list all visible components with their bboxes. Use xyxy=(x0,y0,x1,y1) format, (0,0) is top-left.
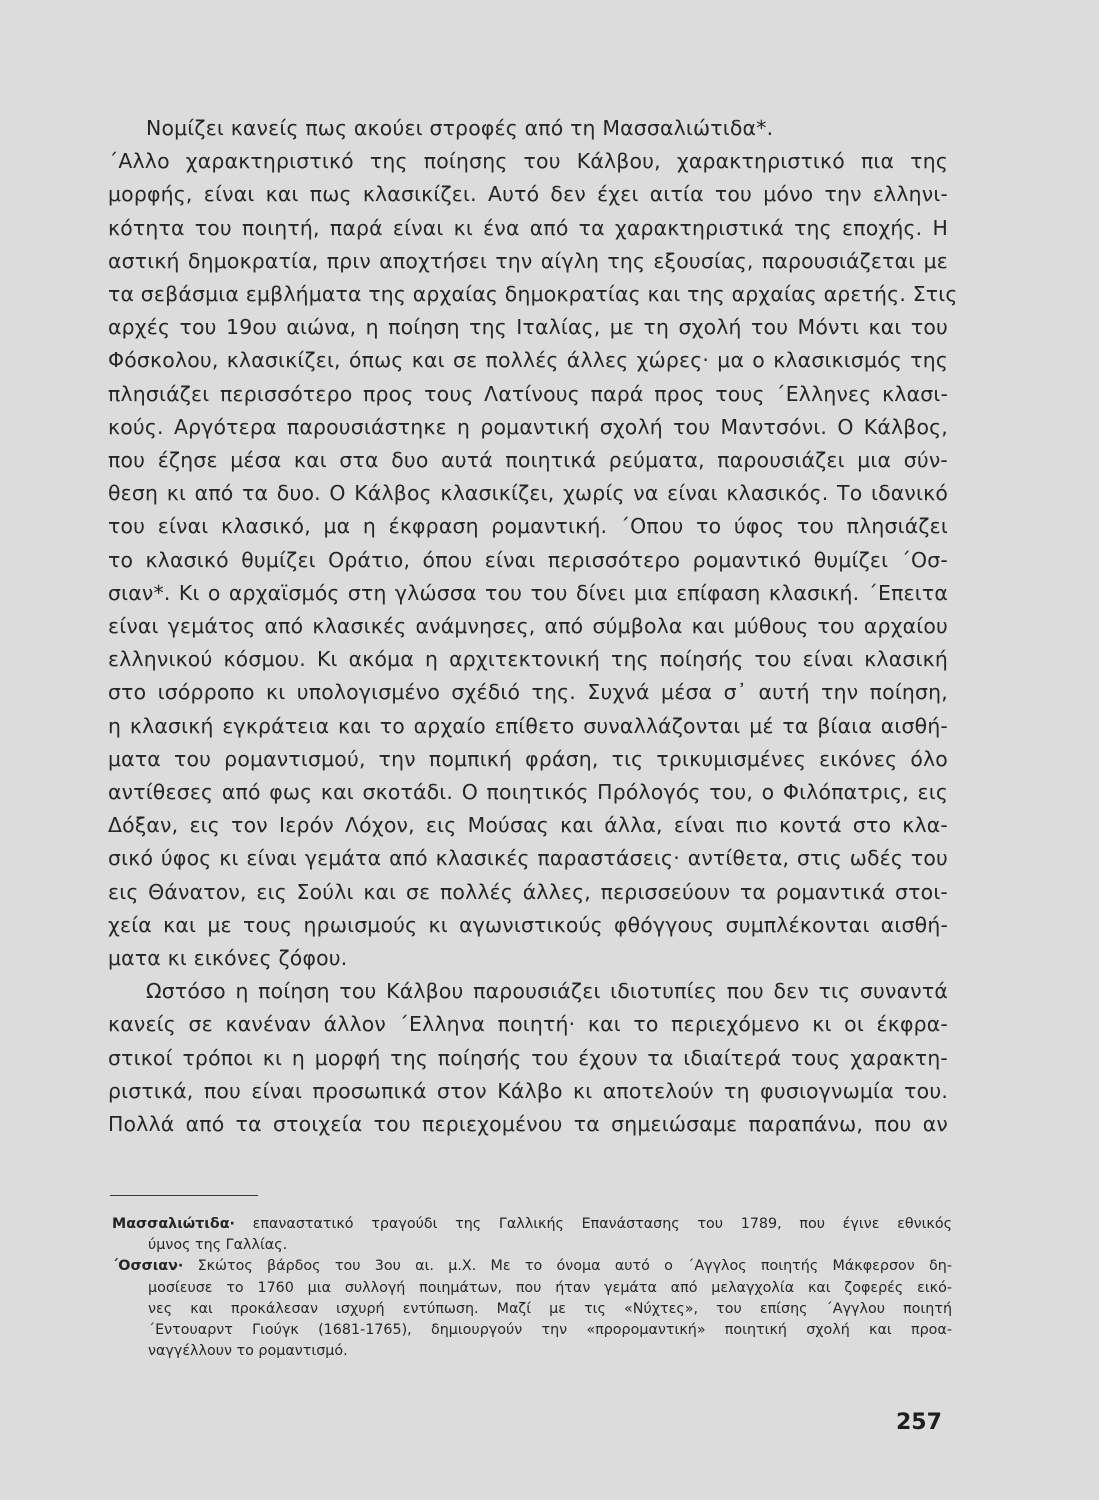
text-line: τα σεβάσμια εμβλήματα της αρχαίας δημοκρατίας και της αρχαίας αρετής. Στις xyxy=(108,282,958,307)
text-line: Πολλά από τα στοιχεία του περιεχομένου τα σημειώσαμε παραπάνω, που αν xyxy=(108,1112,948,1137)
text-line: Ωστόσο η ποίηση του Κάλβου παρουσιάζει ιδιοτυπίες που δεν τις συναντά xyxy=(146,979,948,1004)
text-line: ματα κι εικόνες ζόφου. xyxy=(108,946,348,971)
text-line: ελληνικού κόσμου. Κι ακόμα η αρχιτεκτονική της ποίησής του είναι κλασική xyxy=(108,647,948,672)
footnote-line: ναγγέλλουν το ρομαντισμό. xyxy=(148,1343,348,1360)
footnote-term: Μασσαλιώτιδα· xyxy=(112,1216,235,1232)
text-line: Νομίζει κανείς πως ακούει στροφές από τη Μασσαλιώτιδα*. xyxy=(146,116,774,140)
text-line: ΄Αλλο χαρακτηριστικό της ποίησης του Κάλβου, χαρακτηριστικό πια της xyxy=(108,149,948,174)
footnote-line: μοσίευσε το 1760 μια συλλογή ποιημάτων, που ήταν γεμάτα από μελαγχολία και ζοφερές εικό- xyxy=(148,1279,952,1296)
text-line: που έζησε μέσα και στα δυο αυτά ποιητικά ρεύματα, παρουσιάζει μια σύν- xyxy=(108,448,948,473)
footnote-ossian xyxy=(112,1256,952,1277)
text-line: σιαν*. Κι ο αρχαϊσμός στη γλώσσα του του δίνει μια επίφαση κλασική. ΄Επειτα xyxy=(108,580,948,605)
text-line: ριστικά, που είναι προσωπικά στον Κάλβο κι αποτελούν τη φυσιογνωμία του. xyxy=(108,1078,948,1103)
text-line: εις Θάνατον, εις Σούλι και σε πολλές άλλες, περισσεύουν τα ρομαντικά στοι- xyxy=(108,879,948,904)
text-line: αντίθεσες από φως και σκοτάδι. Ο ποιητικός Πρόλογός του, ο Φιλόπατρις, εις xyxy=(108,780,948,805)
text-line: του είναι κλασικό, μα η έκφραση ρομαντική. ΄Οπου το ύφος του πλησιάζει xyxy=(108,514,948,539)
text-line: χεία και με τους ηρωισμούς κι αγωνιστικούς φθόγγους συμπλέκονται αισθή- xyxy=(108,912,948,937)
text-line: Φόσκολου, κλασικίζει, όπως και σε πολλές άλλες χώρες· μα ο κλασικισμός της xyxy=(108,348,948,373)
text-line: κότητα του ποιητή, παρά είναι κι ένα από τα χαρακτηριστικά της εποχής. Η xyxy=(108,215,948,240)
text-line: στικοί τρόποι κι η μορφή της ποίησής του έχουν τα ιδιαίτερά τους χαρακτη- xyxy=(108,1045,948,1070)
text-line: είναι γεμάτος από κλασικές ανάμνησες, από σύμβολα και μύθους του αρχαίου xyxy=(108,614,948,639)
text-line: σικό ύφος κι είναι γεμάτα από κλασικές παραστάσεις· αντίθετα, στις ωδές του xyxy=(108,846,948,871)
footnotes xyxy=(112,1214,952,1362)
footnote-text: επαναστατικό τραγούδι της Γαλλικής Επανάστασης του 1789, που έγινε εθνικός xyxy=(252,1216,952,1232)
main-text xyxy=(108,112,958,1141)
footnote-text: Σκώτος βάρδος του 3ου αι. μ.Χ. Με το όνομα αυτό ο ΄Αγγλος ποιητής Μάκφερσον δη- xyxy=(197,1258,953,1275)
text-line: η κλασική εγκράτεια και το αρχαίο επίθετο συναλλάζονται μέ τα βίαια αισθή- xyxy=(108,713,948,738)
page-number: 257 xyxy=(896,1410,942,1435)
text-line: θεση κι από τα δυο. Ο Κάλβος κλασικίζει, χωρίς να είναι κλασικός. Το ιδανικό xyxy=(108,481,948,506)
footnote-massaliotida xyxy=(112,1214,952,1235)
footnote-line: ΄Εντουαρντ Γιούγκ (1681-1765), δημιουργούν την «προρομαντική» ποιητική σχολή και προα- xyxy=(148,1322,952,1339)
text-line: το κλασικό θυμίζει Οράτιο, όπου είναι περισσότερο ρομαντικό θυμίζει ΄Οσ- xyxy=(108,547,948,572)
text-line: πλησιάζει περισσότερο προς τους Λατίνους παρά προς τους ΄Ελληνες κλασι- xyxy=(108,381,948,406)
text-line: κανείς σε κανέναν άλλον ΄Ελληνα ποιητή· και το περιεχόμενο κι οι έκφρα- xyxy=(108,1012,948,1037)
text-line: Δόξαν, εις τον Ιερόν Λόχον, εις Μούσας και άλλα, είναι πιο κοντά στο κλα- xyxy=(108,813,948,838)
text-line: αρχές του 19ου αιώνα, η ποίηση της Ιταλίας, με τη σχολή του Μόντι και του xyxy=(108,315,948,340)
text-line: ματα του ρομαντισμού, την πομπική φράση, τις τρικυμισμένες εικόνες όλο xyxy=(108,746,948,771)
text-line: αστική δημοκρατία, πριν αποχτήσει την αίγλη της εξουσίας, παρουσιάζεται με xyxy=(108,248,948,273)
text-line: κούς. Αργότερα παρουσιάστηκε η ρομαντική σχολή του Μαντσόνι. Ο Κάλβος, xyxy=(108,414,948,439)
footnote-divider xyxy=(110,1195,258,1196)
text-line: μορφής, είναι και πως κλασικίζει. Αυτό δεν έχει αιτία του μόνο την ελληνι- xyxy=(108,182,948,207)
text-line: στο ισόρροπο κι υπολογισμένο σχέδιό της. Συχνά μέσα σ᾽ αυτή την ποίηση, xyxy=(108,680,948,705)
footnote-line: ύμνος της Γαλλίας. xyxy=(148,1237,288,1254)
footnote-term: ΄Οσσιαν· xyxy=(112,1258,184,1275)
footnote-line: νες και προκάλεσαν ισχυρή εντύπωση. Μαζί με τις «Νύχτες», του επίσης ΄Αγγλου ποιητή xyxy=(148,1300,952,1317)
